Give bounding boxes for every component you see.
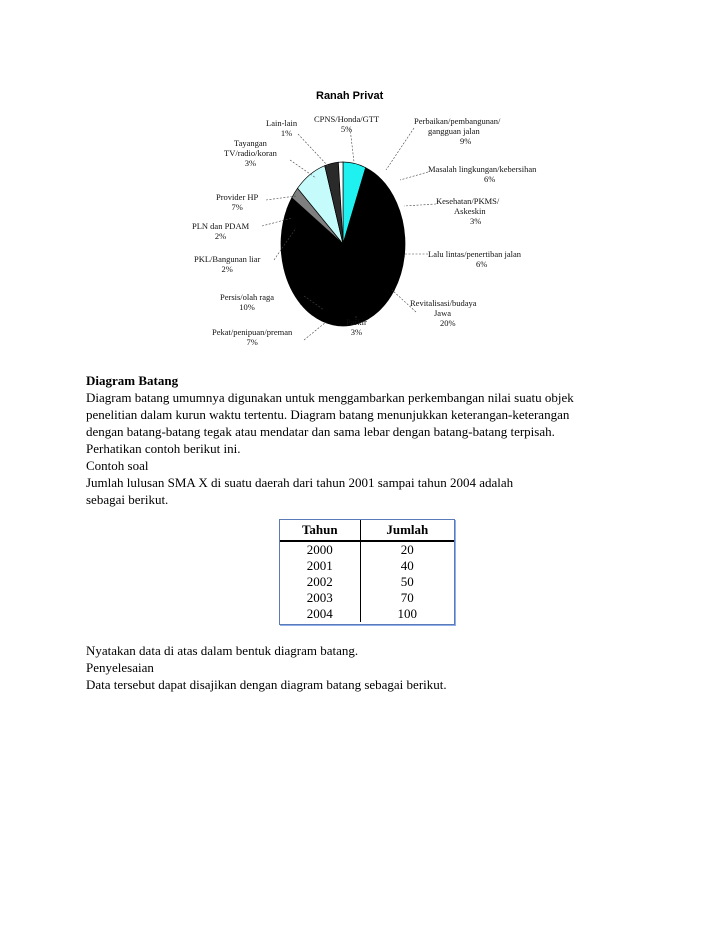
paragraph-line: Nyatakan data di atas dalam bentuk diagram batang. [86,643,359,658]
label-pkl: PKL/Bangunan liar 2% [194,254,261,274]
paragraph-line: penelitian dalam kurun waktu tertentu. Diagram batang menunjukkan keterangan-keterangan [86,407,570,422]
cell-tahun: 2004 [280,606,360,622]
cell-jumlah: 50 [400,574,414,589]
label-lalu-lintas: Lalu lintas/penertiban jalan 6% [428,249,521,269]
header-tahun: Tahun [280,520,360,541]
section-heading: Diagram Batang [86,373,179,388]
header-jumlah: Jumlah [360,520,454,541]
cell-tahun: 2003 [280,590,360,606]
label-cpns: CPNS/Honda/GTT 5% [314,114,380,134]
cell-jumlah: 100 [397,606,418,621]
paragraph-line: sebagai berikut. [86,492,169,507]
label-lain-lain: Lain-lain 1% [266,118,298,138]
table-row [280,606,454,622]
label-tayangan: Tayangan TV/radio/koran 3% [224,138,277,168]
label-perbaikan: Perbaikan/pembangunan/ gangguan jalan 9% [414,116,501,146]
paragraph-line: dengan batang-batang tegak atau mendatar dan sama lebar dengan batang-batang terpisah. [86,424,555,439]
label-revitalisasi: Revitalisasi/budaya Jawa 20% [410,298,477,328]
table-header-row [280,520,454,541]
label-masalah: Masalah lingkungan/kebersihan 6% [428,164,537,184]
label-pekat: Pekat/penipuan/preman 7% [212,327,293,347]
paragraph-line: Data tersebut dapat disajikan dengan diagram batang sebagai berikut. [86,677,447,692]
cell-jumlah: 40 [400,558,414,573]
cell-tahun: 2001 [280,558,360,574]
paragraph-line: Perhatikan contoh berikut ini. [86,441,241,456]
table-row [280,590,454,606]
label-provider-hp: Provider HP 7% [216,192,259,212]
paragraph-line: Diagram batang umumnya digunakan untuk menggambarkan perkembangan nilai suatu objek [86,390,574,405]
leader-line [298,134,328,166]
table-row [280,574,454,590]
paragraph-line: Contoh soal [86,458,149,473]
label-persis: Persis/olah raga 10% [220,292,275,312]
cell-tahun: 2000 [280,541,360,558]
table-row [280,558,454,574]
label-kesehatan: Kesehatan/PKMS/ Askeskin 3% [436,196,500,226]
cell-jumlah: 20 [400,542,414,557]
pie-chart-figure [178,84,550,352]
leader-line [400,172,428,180]
cell-jumlah: 70 [400,590,414,605]
cell-tahun: 2002 [280,574,360,590]
label-parkir: Parkir 3% [346,317,367,337]
paragraph-line: Jumlah lulusan SMA X di suatu daerah dari tahun 2001 sampai tahun 2004 adalah [86,475,514,490]
label-pln-pdam: PLN dan PDAM 2% [192,221,250,241]
leader-line [304,322,326,340]
leader-line [404,204,436,206]
leader-line [386,128,414,170]
table-row [280,541,454,558]
chart-title: Ranah Privat [316,90,384,102]
data-table [279,519,455,625]
paragraph-line: Penyelesaian [86,660,154,675]
